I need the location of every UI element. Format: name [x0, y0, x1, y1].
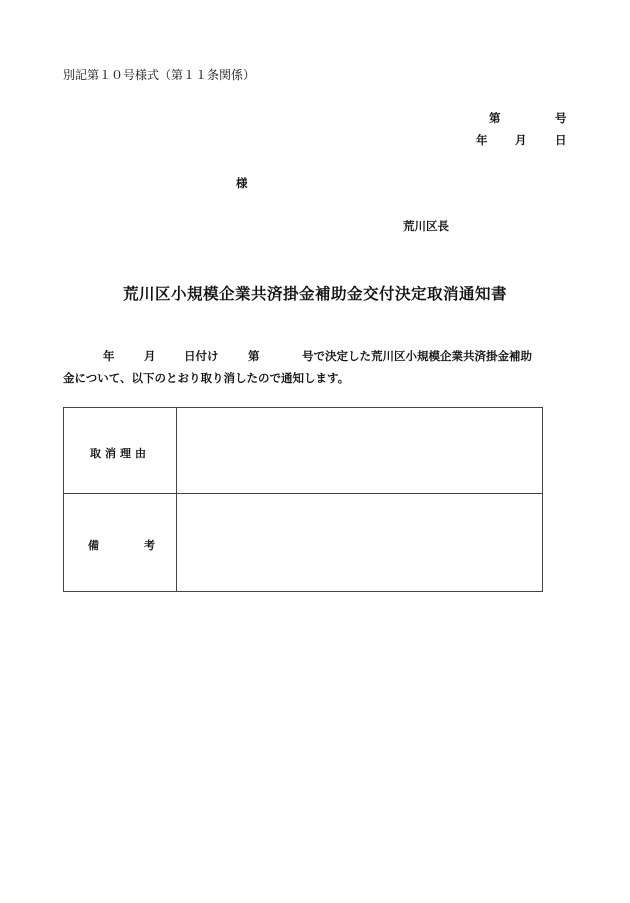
body-text-line-2: 金について、以下のとおり取り消したので通知します。: [63, 371, 350, 385]
notice-table: [63, 407, 543, 592]
date-year-label: 年: [476, 133, 488, 147]
body-month-label: 月: [144, 349, 156, 363]
remarks-value-cell: [177, 494, 542, 591]
document-number-suffix: 号: [555, 111, 567, 125]
remarks-row: [64, 494, 542, 591]
body-dated-label: 日付け: [184, 349, 219, 363]
reason-row: [64, 408, 542, 494]
sender-name: 荒川区長: [403, 219, 449, 233]
remarks-label-part-2: 考: [144, 539, 155, 552]
date-day-label: 日: [555, 133, 567, 147]
body-number-prefix: 第: [248, 349, 260, 363]
body-year-label: 年: [103, 349, 115, 363]
addressee-honorific: 様: [236, 176, 248, 190]
body-decision-text: 号で決定した荒川区小規模企業共済掛金補助: [302, 349, 532, 363]
document-number-prefix: 第: [489, 111, 501, 125]
document-title: 荒川区小規模企業共済掛金補助金交付決定取消通知書: [122, 285, 507, 303]
reason-label-cell: [64, 408, 177, 493]
reason-value-cell: [177, 408, 542, 493]
remarks-label-cell: [64, 494, 177, 591]
form-identifier: 別記第１０号様式（第１１条関係）: [63, 68, 256, 82]
date-month-label: 月: [515, 133, 527, 147]
remarks-label-part-1: 備: [88, 539, 99, 552]
reason-label: 取消理由: [90, 447, 150, 460]
